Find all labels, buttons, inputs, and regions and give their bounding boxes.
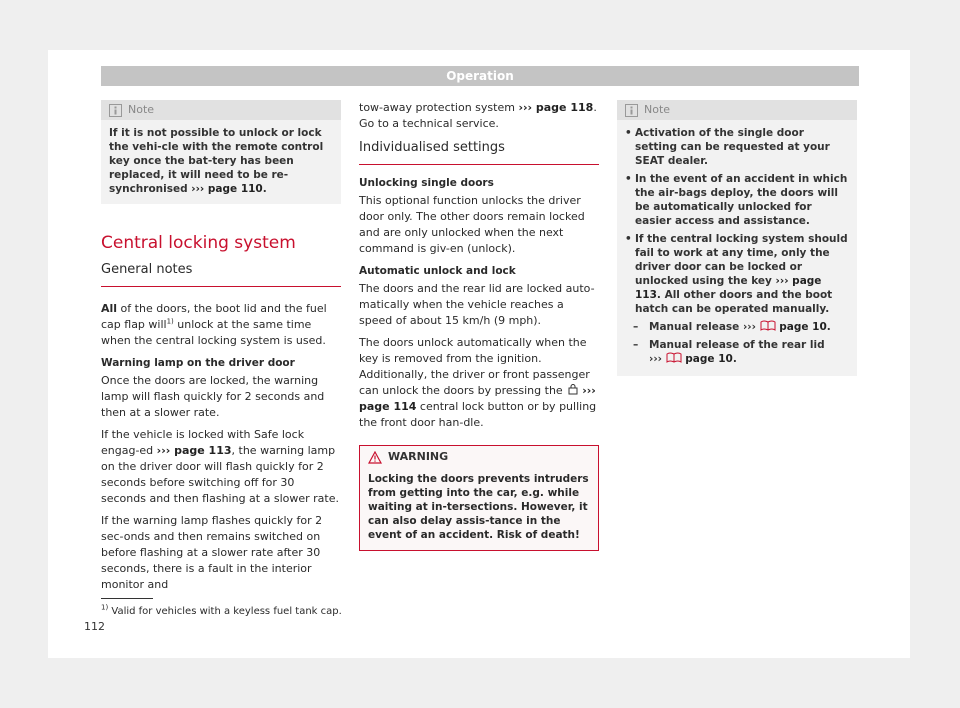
paragraph: The doors unlock automatically when the key is removed from the ignition. Additionally, the driver or front passenger can unlock the doors by pressing the ››› page 114 central lock button or by pulling the front door han-dle.	[359, 336, 597, 429]
warning-box	[359, 445, 599, 551]
page-link[interactable]: ››› page 118	[518, 101, 594, 114]
note-box	[617, 100, 857, 376]
paragraph: tow-away protection system ››› page 118. Go to a technical service.	[359, 101, 597, 130]
subheading: Automatic unlock and lock	[359, 265, 516, 277]
page-link[interactable]: ››› page 113	[156, 444, 232, 457]
note-header	[101, 100, 341, 120]
warning-label: WARNING	[388, 450, 449, 463]
lock-icon	[566, 384, 582, 395]
paragraph: The doors and the rear lid are locked auto-matically when the vehicle reaches a speed of about 15 km/h (9 mph).	[359, 282, 595, 327]
warning-text: Locking the doors prevents intruders from getting into the car, e.g. while waiting at in-tersections. However, it can also delay assis-tance in the event of an accident. Risk of death!	[368, 473, 589, 541]
info-icon	[109, 104, 122, 117]
subheading: Unlocking single doors	[359, 177, 494, 189]
book-icon	[760, 320, 776, 331]
page-link[interactable]: page 10	[681, 353, 733, 365]
page-link[interactable]: ››› page 110	[191, 183, 263, 195]
note-header	[617, 100, 857, 120]
page-link[interactable]: ››› page 113	[635, 275, 822, 301]
info-icon	[625, 104, 638, 117]
note-box	[101, 100, 341, 204]
subheading: Warning lamp on the driver door	[101, 357, 295, 369]
note-label: Note	[128, 103, 155, 116]
note-text	[617, 120, 857, 366]
list-item: – Manual release of the rear lid ››› page 10.	[633, 338, 849, 366]
page-link[interactable]: page 10	[775, 321, 827, 333]
note-list	[625, 126, 849, 316]
list-item: – Manual release ››› page 10.	[633, 320, 849, 334]
paragraph: All of the doors, the boot lid and the fuel cap flap will$^{1)}$ unlock at the same time when the central locking system is used.	[101, 302, 327, 347]
section-title: Central locking system	[101, 233, 296, 253]
book-icon	[666, 352, 682, 363]
list-item: • Activation of the single door setting can be requested at your SEAT dealer.	[625, 126, 849, 168]
footnote: $^{1)}$ Valid for vehicles with a keyless fuel tank cap.	[101, 603, 342, 617]
note-text: If it is not possible to unlock or lock the vehi-cle with the remote control key once the bat-tery has been replaced, it will need to be re-synchronised ››› page 110.	[109, 127, 324, 195]
page-number: 112	[84, 620, 105, 633]
section-subtitle: Individualised settings	[359, 140, 599, 165]
paragraph: This optional function unlocks the driver door only. The other doors remain locked and are only unlocked when the next command is giv-en (unlock).	[359, 194, 585, 255]
column-middle	[359, 100, 599, 551]
list-item: • If the central locking system should fail to work at any time, only the driver door can be locked or unlocked using the key ››› page 113. All other doors and the boot hatch can be operated manually.	[625, 232, 849, 316]
paragraph: If the vehicle is locked with Safe lock engag-ed ››› page 113, the warning lamp on the driver door will flash quickly for 2 seconds before switching off for 30 seconds and then flashing at a slower rate.	[101, 428, 339, 505]
paragraph: Once the doors are locked, the warning lamp will flash quickly for 2 seconds and then at a slower rate.	[101, 374, 325, 419]
note-label: Note	[644, 103, 671, 116]
list-item: • In the event of an accident in which the air-bags deploy, the doors will be automatically unlocked for easier access and assistance.	[625, 172, 849, 228]
paragraph: If the warning lamp flashes quickly for 2 sec-onds and then remains switched on before flashing at a slower rate after 30 seconds, there is a fault in the interior monitor and	[101, 514, 323, 591]
footnote-divider	[101, 598, 153, 599]
column-right	[617, 100, 857, 376]
page-link[interactable]: ››› page 114	[359, 384, 596, 413]
warning-header	[360, 446, 598, 468]
warning-triangle-icon	[368, 451, 382, 464]
section-header: Operation	[101, 66, 859, 86]
section-subtitle: General notes	[101, 262, 341, 287]
footnote-ref: 1)	[166, 317, 174, 326]
column-left	[101, 100, 341, 599]
